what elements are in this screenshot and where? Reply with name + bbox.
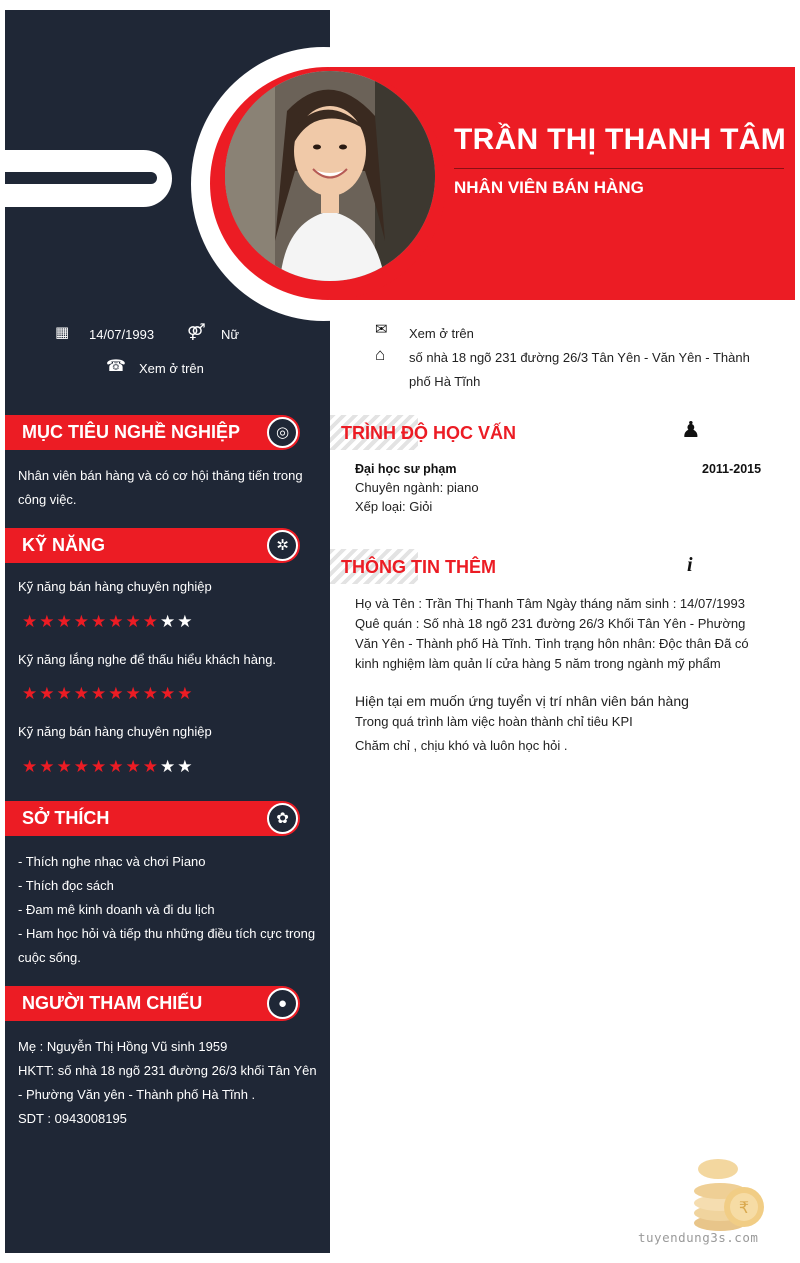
rating-star: ★	[73, 612, 91, 631]
envelope-icon: ✉	[375, 321, 388, 338]
palette-icon: ✿	[267, 803, 298, 834]
hobby-item: - Thích nghe nhạc và chơi Piano	[18, 854, 206, 869]
career-goal-title: MỤC TIÊU NGHỀ NGHIỆP	[22, 422, 241, 442]
additional-title: THÔNG TIN THÊM	[341, 557, 496, 577]
reference-line: SDT : 0943008195	[18, 1111, 127, 1126]
rating-star: ★	[125, 684, 143, 703]
rating-star: ★	[91, 757, 109, 776]
rating-star: ★	[125, 612, 143, 631]
rating-star: ★	[39, 757, 57, 776]
phone-icon: ☎	[106, 358, 126, 375]
watermark: tuyendung3s.com	[638, 1230, 759, 1245]
rating-star: ★	[73, 684, 91, 703]
career-goal-header	[5, 415, 300, 450]
rating-star: ★	[56, 612, 74, 631]
svg-text:₹: ₹	[738, 1198, 750, 1217]
rating-star: ★	[108, 612, 126, 631]
header-bottom-space	[330, 300, 800, 330]
rating-star: ★	[160, 757, 178, 776]
rating-star: ★	[160, 684, 178, 703]
rating-star: ★	[108, 684, 126, 703]
gender-icon: ⚤	[187, 324, 206, 341]
candidate-name: TRẦN THỊ THANH TÂM	[454, 123, 787, 156]
graduate-icon: ♟	[681, 417, 701, 442]
rating-star: ★	[39, 612, 57, 631]
rating-star: ★	[142, 757, 160, 776]
rating-star: ★	[22, 612, 40, 631]
hobby-item: - Thích đọc sách	[18, 878, 114, 893]
rating-star: ★	[142, 684, 160, 703]
rating-star: ★	[39, 684, 57, 703]
references-title: NGƯỜI THAM CHIẾU	[22, 993, 203, 1013]
education-major: Chuyên ngành: piano	[355, 480, 479, 495]
header-top-space	[330, 0, 800, 67]
skill-name-3: Kỹ năng bán hàng chuyên nghiệp	[18, 724, 212, 739]
birthday-value: 14/07/1993	[89, 327, 155, 342]
additional-line: Hiện tại em muốn ứng tuyển vị trí nhân viên bán hàng	[355, 693, 689, 709]
reference-line: HKTT: số nhà 18 ngõ 231 đường 26/3 khối Tân Yên - Phường Văn yên - Thành phố Hà Tĩnh .	[18, 1063, 317, 1102]
skill-name-2: Kỹ năng lắng nghe để thấu hiểu khách hàng.	[18, 652, 277, 667]
gender-value: Nữ	[221, 327, 240, 342]
rating-star: ★	[91, 684, 109, 703]
skill-name-1: Kỹ năng bán hàng chuyên nghiệp	[18, 579, 212, 594]
rating-star: ★	[177, 612, 195, 631]
skills-icon: ✲	[267, 530, 298, 561]
home-icon: ⌂	[375, 345, 386, 364]
rating-star: ★	[73, 757, 91, 776]
hobby-item: - Đam mê kinh doanh và đi du lịch	[18, 902, 215, 917]
rating-star: ★	[142, 612, 160, 631]
education-grade: Xếp loại: Giỏi	[355, 499, 433, 514]
rating-star: ★	[160, 612, 178, 631]
rating-star: ★	[22, 757, 40, 776]
skills-title: KỸ NĂNG	[22, 535, 106, 555]
hobby-item: - Ham học hỏi và tiếp thu những điều tích cực trong cuộc sống.	[18, 926, 316, 965]
rating-star: ★	[56, 757, 74, 776]
rating-star: ★	[91, 612, 109, 631]
skill-rating-2	[22, 684, 195, 704]
decorative-pill-line	[5, 172, 157, 184]
rating-star: ★	[22, 684, 40, 703]
hobbies-title: SỞ THÍCH	[22, 808, 110, 828]
education-title: TRÌNH ĐỘ HỌC VẤN	[341, 423, 516, 443]
address-value: số nhà 18 ngõ 231 đường 26/3 Tân Yên - Văn Yên - Thành phố Hà Tĩnh	[409, 350, 750, 389]
education-school: Đại học sư phạm	[355, 462, 457, 476]
coins-icon	[690, 1153, 770, 1233]
career-goal-text: Nhân viên bán hàng và có cơ hội thăng tiến trong công việc.	[18, 468, 303, 507]
additional-line: Trong quá trình làm việc hoàn thành chỉ tiêu KPI	[355, 714, 633, 729]
target-icon: ◎	[267, 417, 298, 448]
additional-line: Chăm chỉ , chịu khó và luôn học hỏi .	[355, 738, 568, 753]
email-value: Xem ở trên	[409, 326, 474, 341]
skills-header	[5, 528, 300, 563]
profile-photo	[225, 71, 435, 281]
calendar-icon: ▦	[55, 324, 70, 341]
rating-star: ★	[177, 757, 195, 776]
info-icon: i	[687, 554, 693, 576]
candidate-position: NHÂN VIÊN BÁN HÀNG	[454, 178, 644, 197]
additional-paragraph: Họ và Tên : Trần Thị Thanh Tâm Ngày tháng năm sinh : 14/07/1993 Quê quán : Số nhà 18 ngõ 231 đường 26/3 Khối Tân Yên - Phường Văn Yên - Thành phố Hà Tĩnh. Tình trạng hôn nhân: Độc thân Đã có kinh nghiệm làm quản lí cửa hàng 5 năm trong ngành mỹ phẩm	[355, 596, 749, 671]
hobbies-header	[5, 801, 300, 836]
skill-rating-1	[22, 612, 195, 632]
education-years: 2011-2015	[702, 462, 762, 476]
rating-star: ★	[56, 684, 74, 703]
reference-line: Mẹ : Nguyễn Thị Hồng Vũ sinh 1959	[18, 1039, 228, 1054]
user-icon: ●	[267, 988, 298, 1019]
rating-star: ★	[108, 757, 126, 776]
name-divider	[454, 168, 784, 169]
rating-star: ★	[125, 757, 143, 776]
skill-rating-3	[22, 757, 195, 777]
rating-star: ★	[177, 684, 195, 703]
references-header	[5, 986, 300, 1021]
phone-value: Xem ở trên	[139, 361, 204, 376]
